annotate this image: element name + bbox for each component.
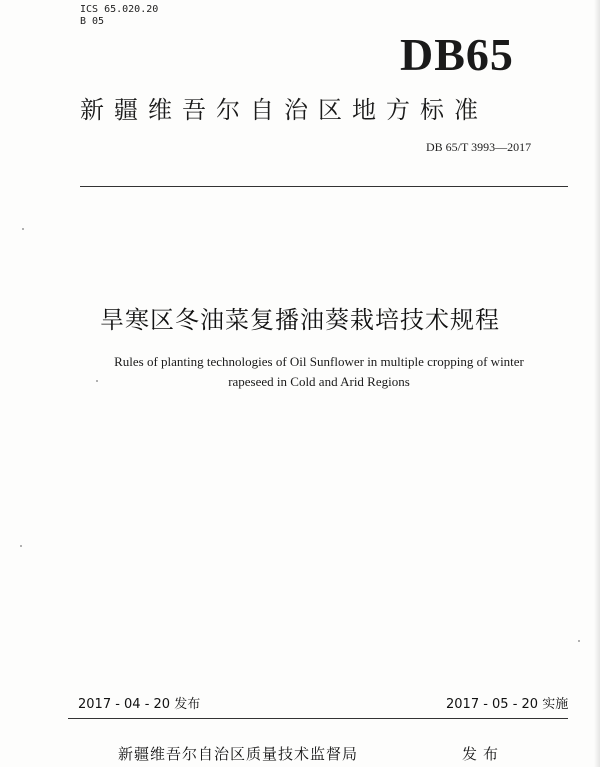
- scan-speck: [578, 640, 580, 642]
- db-mark: DB65: [400, 29, 514, 80]
- page-edge-shadow: [594, 0, 600, 767]
- scan-speck: [20, 545, 22, 547]
- org-title: 新疆维吾尔自治区地方标准: [80, 96, 488, 124]
- bottom-divider: [68, 718, 568, 719]
- issuer-name: 新疆维吾尔自治区质量技术监督局: [118, 745, 359, 763]
- class-code: B 05: [80, 16, 105, 27]
- title-english: [84, 352, 554, 392]
- scan-speck: [96, 380, 98, 382]
- issue-date: 2017 - 04 - 20 发布: [78, 697, 201, 712]
- classification-codes: [80, 4, 158, 28]
- standard-number: DB 65/T 3993—2017: [426, 140, 532, 154]
- implement-date: 2017 - 05 - 20 实施: [446, 697, 569, 712]
- ics-code: ICS 65.020.20: [80, 4, 159, 15]
- issue-word: 发布: [462, 745, 505, 763]
- title-chinese: 旱寒区冬油菜复播油葵栽培技术规程: [100, 306, 500, 334]
- title-english-line1: Rules of planting technologies of Oil Sunflower in multiple cropping of winter: [114, 354, 524, 369]
- scan-speck: [22, 228, 24, 230]
- top-divider: [80, 186, 568, 187]
- title-english-line2: rapeseed in Cold and Arid Regions: [228, 374, 410, 389]
